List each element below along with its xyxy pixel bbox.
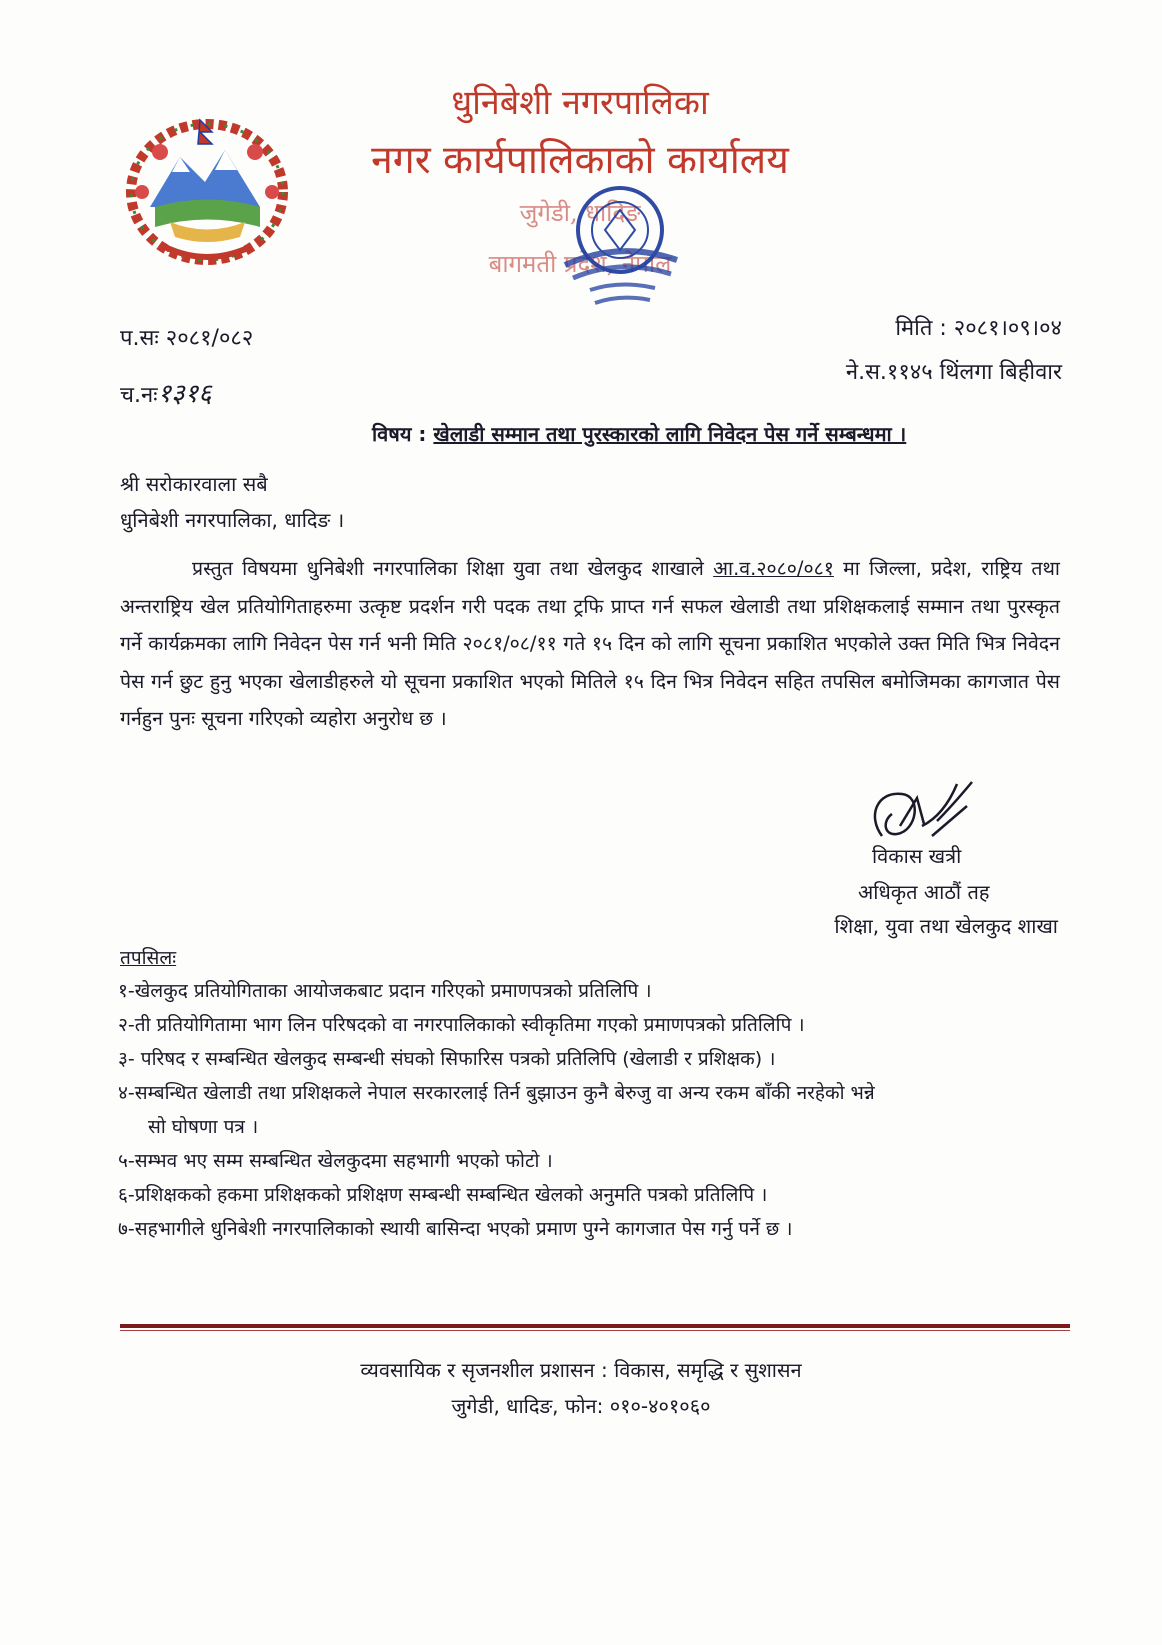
date-bs: मिति : २०८१।०९।०४: [895, 316, 1062, 341]
signatory-department: शिक्षा, युवा तथा खेलकुद शाखा: [834, 914, 1058, 938]
municipality-name: धुनिबेशी नगरपालिका: [451, 83, 709, 123]
office-seal-icon: [545, 170, 695, 310]
office-name: नगर कार्यपालिकाको कार्यालय: [371, 138, 789, 183]
dispatch-value: १३१६: [157, 379, 212, 409]
body-fiscal-year: आ.व.२०८०/०८१: [713, 557, 834, 580]
recipient-line-2: धुनिबेशी नगरपालिका, धादिङ ।: [120, 508, 345, 532]
enclosure-item: ५-सम्भव भए सम्म सम्बन्धित खेलकुदमा सहभागी भएको फोटो ।: [118, 1150, 553, 1172]
enclosures-heading: तपसिलः: [120, 947, 177, 969]
body-part-1: प्रस्तुत विषयमा धुनिबेशी नगरपालिका शिक्षा युवा तथा खेलकुद शाखाले: [192, 557, 714, 580]
subject-text: खेलाडी सम्मान तथा पुरस्कारको लागि निवेदन पेस गर्ने सम्बन्धमा ।: [433, 422, 907, 446]
enclosures-list: [118, 974, 1068, 1246]
dispatch-label: च.नः: [120, 383, 158, 408]
footer-motto: व्यवसायिक र सृजनशील प्रशासन : विकास, समृद्धि र सुशासन: [360, 1358, 802, 1382]
subject-line: [372, 420, 906, 447]
enclosure-item: ४-सम्बन्धित खेलाडी तथा प्रशिक्षकले नेपाल सरकारलाई तिर्न बुझाउन कुनै बेरुजु वा अन्य रकम बाँकी नरहेको भन्ने: [118, 1082, 875, 1104]
reference-number: प.सः २०८१/०८२: [120, 326, 254, 351]
enclosure-item-continuation: [118, 1110, 1068, 1144]
enclosure-item: ३- परिषद र सम्बन्धित खेलकुद सम्बन्धी संघको सिफारिस पत्रको प्रतिलिपि (खेलाडी र प्रशिक्षक) ।: [118, 1048, 776, 1070]
subject-label: विषय :: [372, 422, 427, 446]
body-paragraph: [120, 550, 1060, 738]
enclosure-item: २-ती प्रतियोगितामा भाग लिन परिषदको वा नगरपालिकाको स्वीकृतिमा गएको प्रमाणपत्रको प्रतिलिपि ।: [118, 1014, 805, 1036]
nepal-emblem-icon: [120, 112, 295, 272]
footer-divider: [120, 1324, 1070, 1328]
enclosure-continuation-text: सो घोषणा पत्र ।: [148, 1116, 259, 1138]
enclosure-item: ७-सहभागीले धुनिबेशी नगरपालिकाको स्थायी बासिन्दा भएको प्रमाण पुग्ने कागजात पेस गर्नु पर्ने छ ।: [118, 1218, 793, 1240]
office-location: जुगेडी, धादिङ: [519, 199, 641, 227]
recipient-line-1: श्री सरोकारवाला सबै: [120, 472, 268, 496]
dispatch-number: [120, 374, 212, 410]
body-part-2: मा जिल्ला, प्रदेश, राष्ट्रिय तथा अन्तराष्ट्रिय खेल प्रतियोगिताहरुमा उत्कृष्ट प्रदर्शन गरी पदक तथा ट्रफि प्राप्त गर्न सफल खेलाडी तथा प्रशिक्षकलाई सम्मान तथा पुरस्कृत गर्ने कार्यक्रमका लागि निवेदन पेस गर्न भनी मिति २०८१/०८/११ गते १५ दिन को लागि सूचना प्रकाशित भएकोले उक्त मिति भित्र निवेदन पेस गर्न छुट हुनु भएका खेलाडीहरुले यो सूचना प्रकाशित भएको मितिले १५ दिन भित्र निवेदन सहित तपसिल बमोजिमका कागजात पेस गर्नहुन पुनः सूचना गरिएको व्यहोरा अनुरोध छ ।: [120, 557, 1060, 730]
office-province: बागमती प्रदेश, नेपाल: [488, 250, 672, 278]
signatory-title: अधिकृत आठौं तह: [858, 880, 990, 904]
signatory-name: विकास खत्री: [872, 844, 962, 868]
footer-contact: जुगेडी, धादिङ, फोन: ०१०-४०१०६०: [451, 1394, 711, 1418]
enclosure-item: १-खेलकुद प्रतियोगिताका आयोजकबाट प्रदान गरिएको प्रमाणपत्रको प्रतिलिपि ।: [118, 980, 652, 1002]
enclosure-item: ६-प्रशिक्षकको हकमा प्रशिक्षकको प्रशिक्षण सम्बन्धी सम्बन्धित खेलको अनुमति पत्रको प्रतिलिपि ।: [118, 1184, 768, 1206]
date-nepal-sambat: ने.स.११४५ थिंलगा बिहीवार: [845, 360, 1062, 385]
footer-divider-thin: [120, 1330, 1070, 1331]
